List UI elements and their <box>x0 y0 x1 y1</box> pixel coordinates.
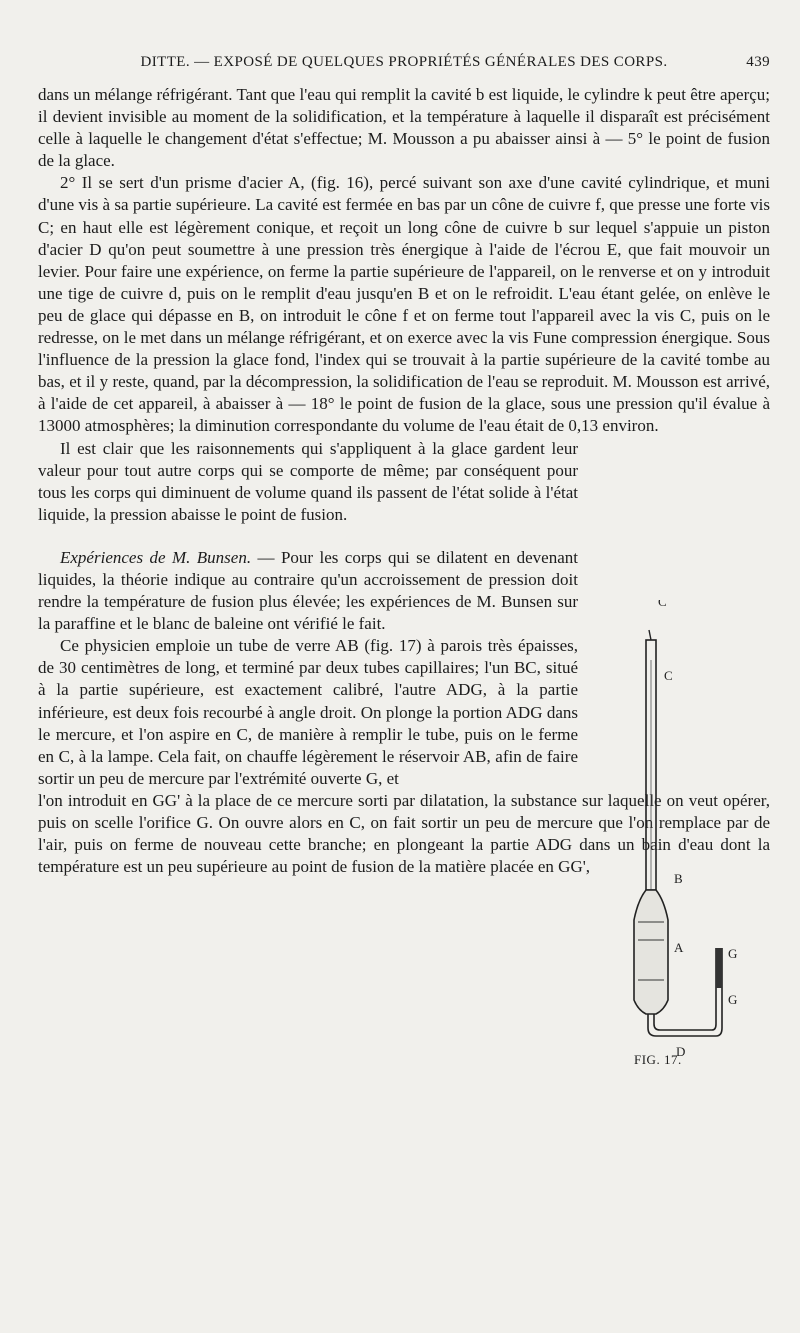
paragraph-3: Il est clair que les raisonnements qui s'appliquent à la glace gardent leur valeur pour tout autre corps qui se comporte de même; par conséquent pour tous les corps qui diminuent de volume quand ils passent de l'état solide à l'état liquide, la pression abaisse le point de fusion. <box>38 438 578 524</box>
section-gap <box>38 526 770 547</box>
label-a: A <box>674 940 684 955</box>
tube-tip <box>649 630 651 640</box>
figure-17 <box>598 600 738 1070</box>
paragraph-1: dans un mélange réfrigérant. Tant que l'eau qui remplit la cavité b est liquide, le cylindre k peut être aperçu; il devient invisible au moment de la solidification, et la température à laquelle il disparaît est précisément celle à laquelle le changement d'état s'effectue; M. Mousson a pu abaisser ainsi à — 5° le point de fusion de la glace. <box>38 85 770 171</box>
paragraph-4-text: — Pour les corps qui se dilatent en devenant liquides, la théorie indique au contraire qu'un accroissement de pression doit rendre la température de fusion plus élevée; les expériences de M. Bunsen sur la paraffine et le blanc de baleine ont vérifié le fait. <box>38 547 578 634</box>
label-g1: G <box>728 946 738 961</box>
label-g2: G <box>728 992 738 1007</box>
running-title: DITTE. — EXPOSÉ DE QUELQUES PROPRIÉTÉS GÉNÉRALES DES CORPS. <box>140 54 668 70</box>
paragraph-6: l'on introduit en GG' à la place de ce mercure sorti par dilatation, la substance sur laquelle on veut opérer, puis on scelle l'orifice G. On ouvre alors en C, on fait sortir un peu de mercure que l'on remplace par de l'air, puis on ferme de nouveau cette branche; en plongeant la partie ADG dans un bain d'eau dont la température est un peu supérieure au point de fusion de la matière placée en GG', <box>38 790 770 877</box>
bunsen-tube-diagram <box>598 600 738 1070</box>
section-heading: Expériences de M. Bunsen. <box>60 547 252 567</box>
paragraph-5: Ce physicien emploie un tube de verre AB (fig. 17) à parois très épaisses, de 30 centimètres de long, et terminé par deux tubes capillaires; l'un BC, situé à la partie supérieure, est exactement calibré, l'autre ADG, à la partie inférieure, est deux fois recourbé à angle droit. On plonge la portion ADG dans le mercure, et l'on aspire en C, de manière à remplir le tube, puis on le ferme en C, à la lampe. Cela fait, on chauffe légèrement le réservoir AB, afin de faire sortir un peu de mercure par l'extrémité ouverte G, et <box>38 636 578 788</box>
label-c-side: C <box>664 668 673 683</box>
page <box>38 0 770 1333</box>
figure-caption: FIG. 17. <box>634 1052 682 1067</box>
page-number: 439 <box>746 54 770 70</box>
substance-gg <box>716 948 722 988</box>
label-d: D <box>676 1044 686 1059</box>
label-b: B <box>674 871 683 886</box>
paragraph-2: 2° Il se sert d'un prisme d'acier A, (fig. 16), percé suivant son axe d'une cavité cylindrique, et muni d'une vis à sa partie supérieure. La cavité est fermée en bas par un cône de cuivre f, que presse une forte vis C; en haut elle est légèrement conique, et reçoit un long cône de cuivre b sur lequel s'appuie un piston d'acier D qu'on peut soumettre à une pression très énergique à l'aide de l'écrou E, que fait mouvoir un levier. Pour faire une expérience, on ferme la partie supérieure de l'appareil, on le renverse et on y introduit une tige de cuivre d, puis on le remplit d'eau jusqu'en B et on le refroidit. L'eau étant gelée, on enlève le peu de glace qui dépasse en B, on introduit le cône f et on ferme tout l'appareil avec la vis C, puis on le redresse, on le met dans un mélange réfrigérant, et on exerce avec la vis Fune compression énergique. Sous l'influence de la pression la glace fond, l'index qui se trouvait à la partie supérieure de la cavité tombe au bas, et il y reste, quand, par la décompression, la solidification de l'eau se reproduit. M. Mousson est arrivé, à l'aide de cet appareil, à abaisser à — 18° le point de fusion de la glace, sous une pression qu'il évalue à 13000 atmosphères; la diminution correspondante du volume de l'eau était de 0,13 environ. <box>38 173 770 436</box>
running-header <box>38 54 770 71</box>
paragraph-4 <box>38 547 578 635</box>
reservoir-ab <box>634 890 668 1014</box>
label-c-top: C <box>658 600 667 609</box>
